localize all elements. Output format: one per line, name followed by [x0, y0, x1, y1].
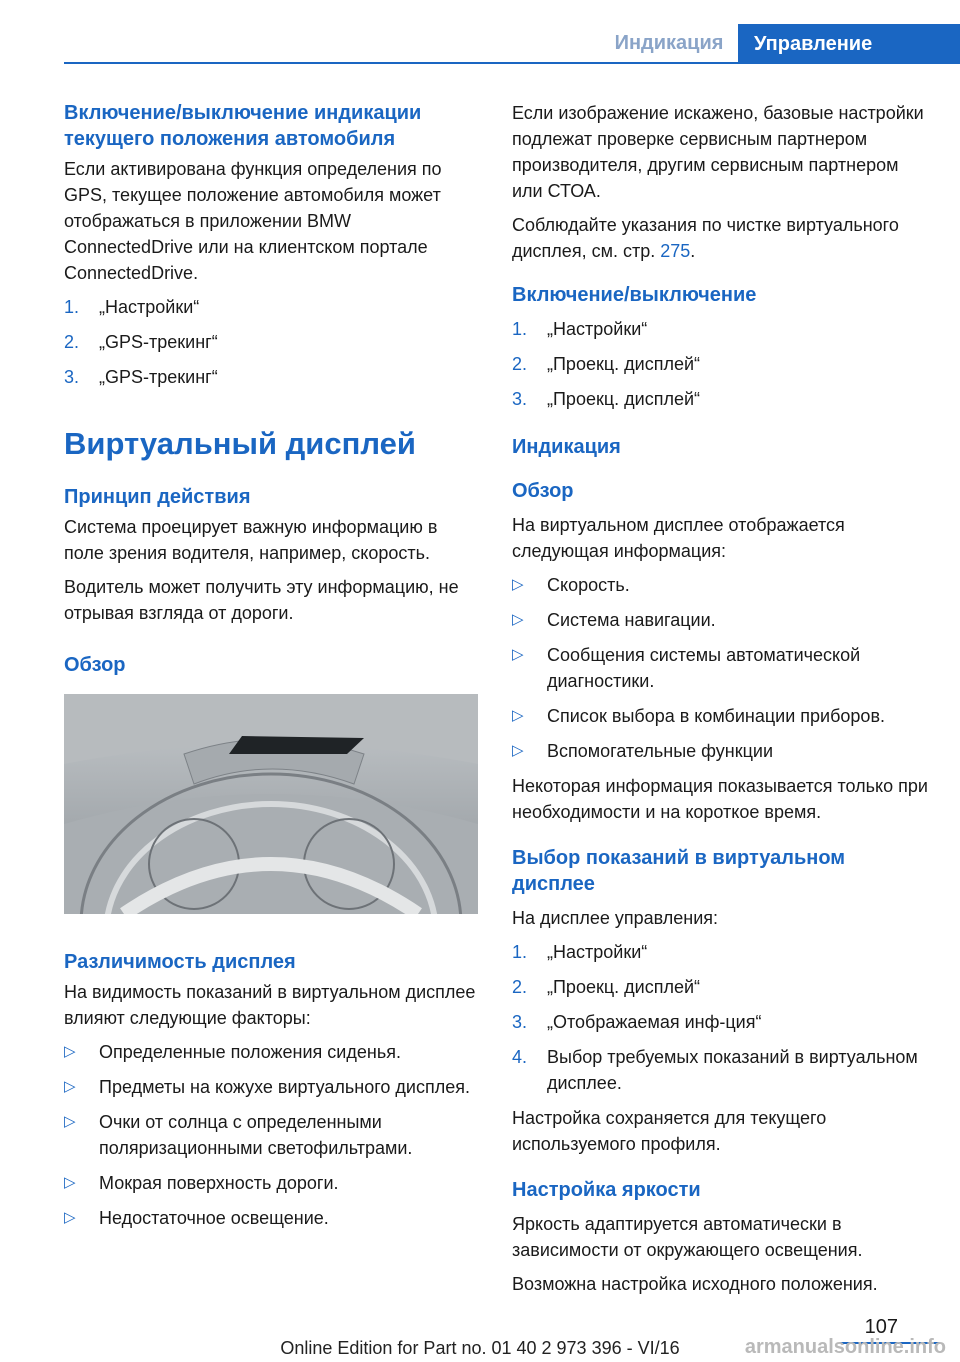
step-number: 1.	[512, 319, 528, 339]
triangle-bullet-icon: ▷	[64, 1209, 76, 1226]
step-text: „Отображаемая инф-ция“	[547, 1012, 762, 1032]
step-number: 3.	[512, 1012, 528, 1032]
steps-list	[512, 939, 932, 1096]
section-title-overview: Обзор	[64, 654, 126, 676]
bullet-text: Недостаточное освещение.	[99, 1208, 329, 1228]
bullet-text: Предметы на кожухе виртуального дисплея.	[99, 1077, 470, 1097]
chapter-title: Виртуальный дисплей	[64, 426, 416, 461]
triangle-bullet-icon: ▷	[64, 1113, 76, 1130]
list-item	[512, 738, 932, 764]
paragraph-text: Соблюдайте указания по чистке виртуального дисплея, см. стр.	[512, 215, 899, 261]
list-item	[64, 1205, 478, 1231]
step-number: 3.	[64, 367, 80, 387]
list-item	[64, 1170, 478, 1196]
section-title-on-off: Включение/выключение	[512, 284, 757, 306]
triangle-bullet-icon: ▷	[512, 742, 524, 759]
section-paragraph: На виртуальном дисплее отображается следующая информация:	[512, 515, 845, 561]
section-paragraph: Возможна настройка исходного положения.	[512, 1274, 878, 1294]
step-text: „GPS-трекинг“	[99, 367, 218, 387]
list-item	[512, 1044, 932, 1096]
section-paragraph: На дисплее управления:	[512, 908, 719, 928]
section-title-overview: Обзор	[512, 480, 574, 502]
step-text: „Настройки“	[99, 297, 200, 317]
step-number: 2.	[512, 354, 528, 374]
list-item	[64, 329, 478, 355]
triangle-bullet-icon: ▷	[512, 646, 524, 663]
bullet-text: Мокрая поверхность дороги.	[99, 1173, 339, 1193]
step-number: 3.	[512, 389, 528, 409]
bullet-text: Система навигации.	[547, 610, 716, 630]
step-number: 1.	[64, 297, 80, 317]
right-column	[512, 100, 932, 1305]
section-paragraph: Некоторая информация показывается только при необходимости и на короткое время.	[512, 776, 928, 822]
paragraph-text: .	[690, 241, 696, 261]
step-number: 4.	[512, 1047, 528, 1067]
list-item	[512, 351, 932, 377]
section-paragraph: На видимость показаний в виртуальном дисплее влияют следующие факторы:	[64, 982, 476, 1028]
list-item	[64, 1074, 478, 1100]
bullet-text: Скорость.	[547, 575, 630, 595]
section-title-visibility: Различимость дисплея	[64, 951, 296, 973]
dashboard-illustration	[64, 694, 478, 914]
bullet-list	[64, 1039, 478, 1231]
list-item	[64, 294, 478, 320]
steps-list	[512, 316, 932, 412]
list-item	[512, 703, 932, 729]
watermark: armanualsonline.info	[744, 1336, 946, 1358]
section-paragraph: Система проецирует важную информацию в поле зрения водителя, например, скорость.	[64, 517, 438, 563]
left-column	[64, 100, 478, 1251]
steps-list	[64, 294, 478, 390]
step-number: 2.	[64, 332, 80, 352]
bullet-text: Определенные положения сиденья.	[99, 1042, 401, 1062]
section-paragraph: Яркость адаптируется автоматически в зависимости от окружающего освещения.	[512, 1214, 863, 1260]
list-item	[512, 386, 932, 412]
header-tab-controls[interactable]: Управление	[738, 24, 960, 64]
step-text: Выбор требуемых показаний в виртуальном дисплее.	[547, 1047, 918, 1093]
section-title-position-display: Включение/выключение индикации текущего положения автомобиля	[64, 102, 422, 150]
step-number: 2.	[512, 977, 528, 997]
header-rule	[64, 62, 960, 64]
bullet-text: Очки от солнца с определенными поляризационными светофильтрами.	[99, 1112, 413, 1158]
list-item	[512, 316, 932, 342]
triangle-bullet-icon: ▷	[64, 1043, 76, 1060]
step-text: „Проекц. дисплей“	[547, 389, 701, 409]
bullet-text: Сообщения системы автоматической диагностики.	[547, 645, 861, 691]
section-paragraph: Если изображение искажено, базовые настройки подлежат проверке сервисным партнером производителя, другим сервисным партнером или СТОА.	[512, 103, 924, 201]
step-number: 1.	[512, 942, 528, 962]
triangle-bullet-icon: ▷	[512, 576, 524, 593]
section-title-selection: Выбор показаний в виртуальном дисплее	[512, 847, 846, 895]
step-text: „Проекц. дисплей“	[547, 977, 701, 997]
list-item	[512, 642, 932, 694]
bullet-list	[512, 572, 932, 764]
list-item	[512, 939, 932, 965]
section-paragraph: Если активирована функция определения по GPS, текущее положение автомобиля может отображаться в приложении BMW ConnectedDrive или на клиентском портале ConnectedDrive.	[64, 159, 442, 283]
step-text: „Настройки“	[547, 319, 648, 339]
step-text: „Проекц. дисплей“	[547, 354, 701, 374]
step-text: „Настройки“	[547, 942, 648, 962]
list-item	[512, 1009, 932, 1035]
triangle-bullet-icon: ▷	[64, 1078, 76, 1095]
section-title-display: Индикация	[512, 436, 621, 458]
page-reference-link[interactable]: 275	[660, 241, 691, 261]
page-number: 107	[864, 1316, 898, 1338]
list-item	[64, 1109, 478, 1161]
header-tab-display[interactable]: Индикация	[614, 32, 724, 54]
section-title-principle: Принцип действия	[64, 486, 251, 508]
triangle-bullet-icon: ▷	[512, 707, 524, 724]
list-item	[512, 607, 932, 633]
section-paragraph: Настройка сохраняется для текущего используемого профиля.	[512, 1108, 827, 1154]
bullet-text: Список выбора в комбинации приборов.	[547, 706, 886, 726]
list-item	[512, 974, 932, 1000]
list-item	[64, 364, 478, 390]
list-item	[64, 1039, 478, 1065]
bullet-text: Вспомогательные функции	[547, 741, 774, 761]
section-paragraph: Водитель может получить эту информацию, не отрывая взгляда от дороги.	[64, 577, 459, 623]
section-paragraph	[512, 212, 932, 264]
list-item	[512, 572, 932, 598]
triangle-bullet-icon: ▷	[512, 611, 524, 628]
section-title-brightness: Настройка яркости	[512, 1179, 701, 1201]
triangle-bullet-icon: ▷	[64, 1174, 76, 1191]
step-text: „GPS-трекинг“	[99, 332, 218, 352]
footer-edition: Online Edition for Part no. 01 40 2 973 396 - VI/16	[280, 1338, 680, 1358]
